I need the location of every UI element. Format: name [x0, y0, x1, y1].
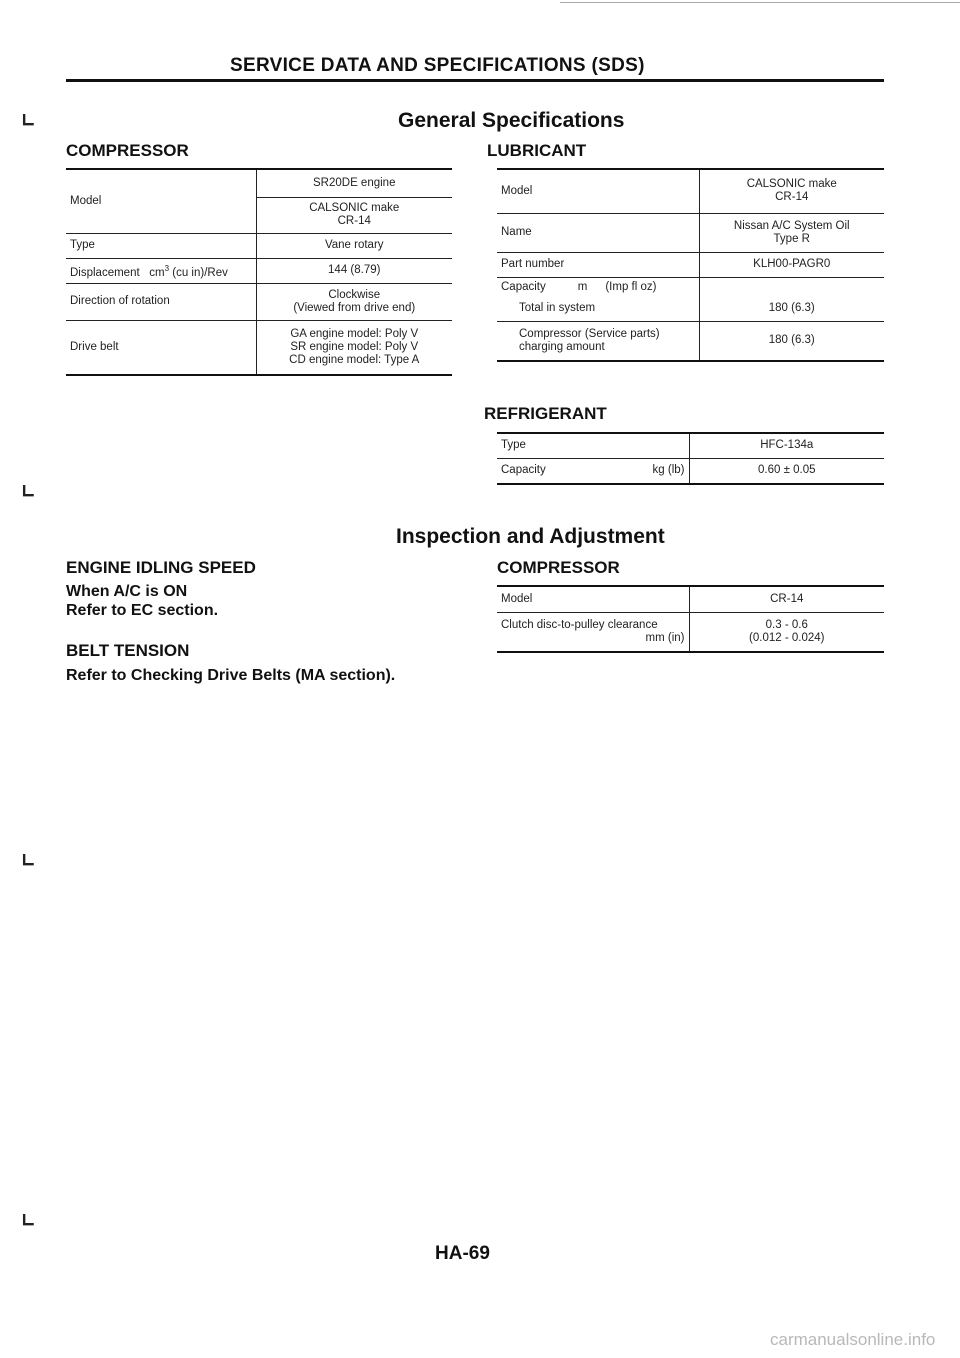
table-row [497, 586, 884, 612]
page-title: SERVICE DATA AND SPECIFICATIONS (SDS) [230, 55, 645, 76]
table-row [497, 612, 884, 652]
row-value: SR20DE engine [256, 169, 452, 197]
table-row [497, 433, 884, 458]
table-row [497, 252, 884, 277]
row-value-line: CD engine model: Type A [289, 353, 420, 366]
table-row [497, 458, 884, 484]
row-value-line: (Viewed from drive end) [293, 301, 416, 314]
row-value: Vane rotary [256, 233, 452, 258]
refrigerant-spec-table [497, 432, 884, 485]
row-value [256, 283, 452, 320]
corner-mark-icon: ⌞ [20, 463, 36, 503]
row-label: Drive belt [66, 320, 256, 375]
refrigerant-heading: REFRIGERANT [484, 404, 607, 423]
row-label-line: Compressor (Service parts) [519, 327, 660, 340]
row-value [256, 197, 452, 233]
table-row [66, 169, 452, 197]
row-label-text: Capacity [501, 280, 546, 293]
row-label: Part number [497, 252, 699, 277]
row-value-line: GA engine model: Poly V [290, 327, 419, 340]
engine-idling-heading: ENGINE IDLING SPEED [66, 558, 256, 577]
row-value: CR-14 [689, 586, 884, 612]
row-value [689, 612, 884, 652]
watermark: carmanualsonline.info [770, 1330, 936, 1349]
table-row [497, 297, 884, 321]
row-value: 180 (6.3) [699, 321, 884, 361]
table-row [497, 213, 884, 252]
corner-mark-icon: ⌞ [20, 92, 36, 132]
engine-idling-line2: Refer to EC section. [66, 602, 219, 619]
row-value-line: Type R [773, 232, 810, 245]
row-value-line: CALSONIC make [746, 178, 837, 191]
row-label: Model [66, 169, 256, 233]
row-unit: m [577, 280, 588, 293]
row-unit: kg (lb) [652, 464, 685, 477]
row-label-line: charging amount [519, 340, 605, 353]
row-value [699, 169, 884, 213]
row-label [497, 277, 699, 297]
row-value-line: CR-14 [337, 215, 371, 227]
row-label: Model [497, 169, 699, 213]
row-label [497, 321, 699, 361]
belt-tension-line1: Refer to Checking Drive Belts (MA section). [66, 667, 396, 684]
row-value-line: (0.012 - 0.024) [749, 631, 825, 644]
row-label-line: Clutch disc-to-pulley clearance [501, 618, 658, 631]
corner-mark-icon: ⌞ [20, 1192, 36, 1232]
table-row [66, 283, 452, 320]
row-value-line: 0.3 - 0.6 [765, 618, 808, 631]
row-value: KLH00-PAGR0 [699, 252, 884, 277]
belt-tension-heading: BELT TENSION [66, 641, 190, 660]
engine-idling-line1: When A/C is ON [66, 583, 188, 600]
row-value-line: CR-14 [775, 191, 809, 204]
row-value-line: SR engine model: Poly V [290, 340, 419, 353]
table-row [497, 321, 884, 361]
section-inspection-title: Inspection and Adjustment [396, 525, 665, 548]
row-label: Total in system [497, 297, 699, 321]
row-label: Name [497, 213, 699, 252]
table-row [497, 169, 884, 213]
corner-mark-icon: ⌞ [20, 832, 36, 872]
row-label-text: Capacity [501, 464, 546, 477]
row-value: HFC-134a [689, 433, 884, 458]
row-label [66, 258, 256, 283]
table-row [66, 320, 452, 375]
row-value-line: Nissan A/C System Oil [733, 219, 850, 232]
row-unit-sup: 3 [164, 263, 170, 273]
title-rule [66, 79, 884, 82]
row-unit: cm [149, 266, 165, 279]
row-unit-rest: (Imp fl oz) [605, 280, 657, 293]
lubricant-spec-table [497, 168, 884, 362]
lubricant-heading: LUBRICANT [487, 141, 587, 160]
row-label: Direction of rotation [66, 283, 256, 320]
row-value [699, 213, 884, 252]
compressor-spec-table [66, 168, 452, 376]
row-value-line: CALSONIC make [309, 202, 400, 214]
top-edge-line [560, 2, 960, 3]
table-row [497, 277, 884, 297]
row-label: Model [497, 586, 689, 612]
row-label: Type [497, 433, 689, 458]
page-number: HA-69 [435, 1243, 490, 1264]
row-unit: mm (in) [645, 631, 685, 644]
row-value: 0.60 ± 0.05 [689, 458, 884, 484]
row-label [497, 458, 689, 484]
table-row [66, 233, 452, 258]
row-value: 180 (6.3) [699, 297, 884, 321]
compressor-ia-heading: COMPRESSOR [497, 558, 620, 577]
row-value [699, 277, 884, 297]
compressor-heading: COMPRESSOR [66, 141, 189, 160]
row-value-line: Clockwise [328, 288, 381, 301]
row-label-text: Displacement [70, 266, 140, 279]
row-label [497, 612, 689, 652]
row-value [256, 320, 452, 375]
row-unit-rest: (cu in)/Rev [169, 266, 228, 279]
table-row [66, 258, 452, 283]
compressor-ia-spec-table [497, 585, 884, 653]
row-value: 144 (8.79) [256, 258, 452, 283]
row-label: Type [66, 233, 256, 258]
section-general-title: General Specifications [398, 109, 625, 132]
